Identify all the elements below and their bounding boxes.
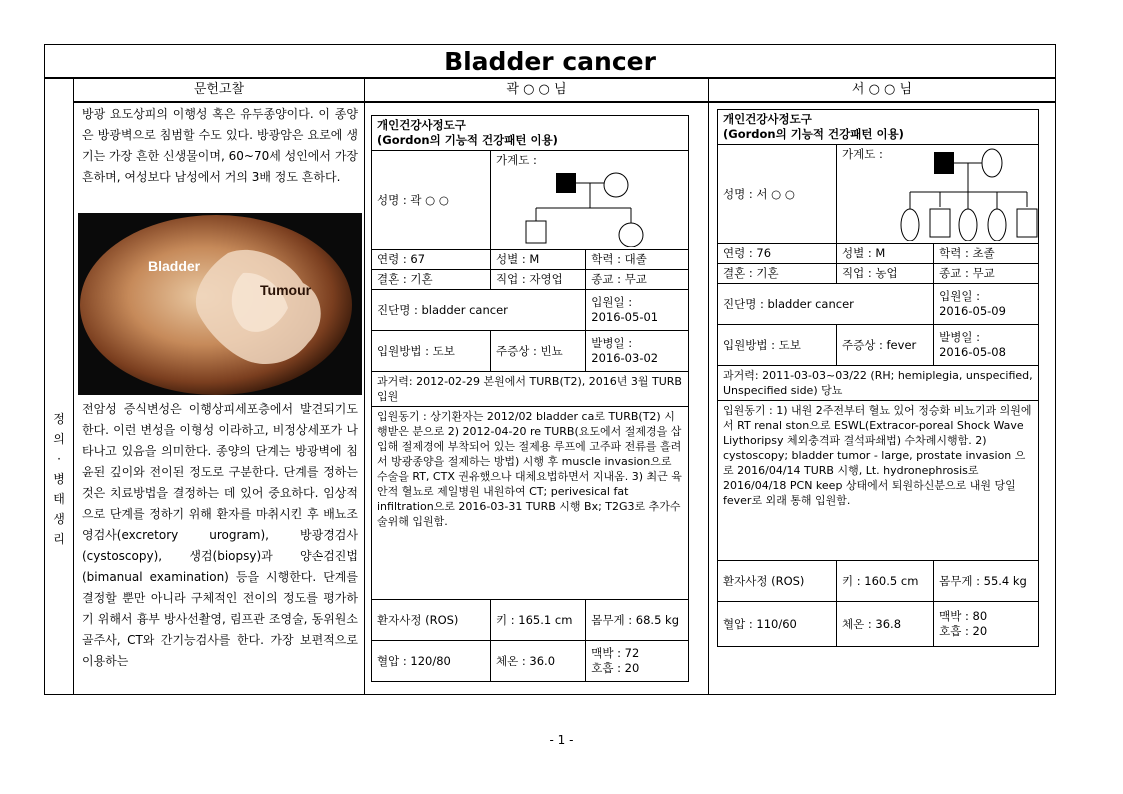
patient1-box-header	[372, 116, 689, 151]
patient2-admit-method: 입원방법 : 도보	[718, 325, 837, 366]
literature-column	[73, 102, 365, 695]
patient1-ros: 환자사정 (ROS)	[372, 600, 491, 641]
side-label-column	[44, 78, 74, 695]
patient1-marriage: 결혼 : 기혼	[372, 270, 491, 290]
patient1-motive: 입원동기 : 상기환자는 2012/02 bladder ca로 TURB(T2) 시행받은 분으로 2) 2012-04-20 re TURB(요도에서 절제경을 삽입해 절제경에 부착되어 있는 절제용 루프에 고주파 전류를 흘려서 방광종양을 절제하는 방법) 시행 후 muscle invasion으로 수술을 RT, CTX 권유했으나 대체요법하면서 지내옴. 3) 최근 육안적 혈뇨로 제일병원 내원하여 CT; perivesical fat infiltration으로 2016-03-31 TURB 시행 Bx; T2G3로 추가수술위해 입원함.	[372, 407, 689, 600]
patient1-family-tree	[491, 151, 689, 250]
resp-value: 호흡 : 20	[939, 624, 988, 638]
patient1-bp: 혈압 : 120/80	[372, 641, 491, 682]
patient2-diagnosis: 진단명 : bladder cancer	[718, 284, 934, 325]
patient2-edu: 학력 : 초졸	[934, 244, 1039, 264]
patient2-name: 성명 : 서 ○ ○	[718, 145, 837, 244]
patient2-religion: 종교 : 무교	[934, 264, 1039, 284]
patient2-assessment-table	[717, 109, 1039, 647]
family-tree-label: 가계도 :	[496, 153, 537, 167]
header-patient2: 서 ○ ○ 님	[708, 78, 1056, 102]
side-label	[45, 409, 73, 549]
patient1-religion: 종교 : 무교	[586, 270, 689, 290]
patient2-pulse-resp	[934, 602, 1039, 647]
patient2-temp: 체온 : 36.8	[837, 602, 934, 647]
header-literature: 문헌고찰	[73, 78, 365, 102]
family-tree-label: 가계도 :	[842, 147, 883, 161]
admit-date-value: 2016-05-09	[939, 304, 1006, 318]
patient2-motive: 입원동기 : 1) 내원 2주전부터 혈뇨 있어 정승화 비뇨기과 의원에서 RT renal ston으로 ESWL(Extracor-poreal Shock Wave Liythoripsy 체외충격파 결석파쇄법) 수차례시행함. 2) cystoscopy; bladder tumor - large, prostate invasion 으로 2016/04/14 TURB 시행, Lt. hydronephrosis로 2016/04/18 PCN keep 상태에서 퇴원하신분으로 내원 당일 fever로 외래 통해 입원함.	[718, 401, 1039, 561]
side-char: 태	[53, 492, 65, 506]
literature-body: 전암성 증식변성은 이행상피세포층에서 발견되기도 한다. 이런 변성을 이형성 이라하고, 비정상세포가 나타나고 있음을 의미한다. 종양의 단계는 방광벽에 침윤된 깊이와 전이된 정도로 구분한다. 단계를 정하는 것은 치료방법을 결정하는 데 있어 중요하다. 임상적으로 단계를 정하기 위해 환자를 마취시킨 후 배뇨조영검사(excretory urogram), 방광경검사(cystoscopy), 생검(biopsy)과 양손검진법(bimanual examination) 등을 시행한다. 단계를 결정할 뿐만 아니라 구체적인 전이의 정도를 평가하기 위해서 흉부 방사선촬영, 림프관 조영술, 동위원소 골주사, CT와 간기능검사를 한다. 가장 보편적으로 이용하는	[82, 402, 358, 668]
patient2-chief-complaint: 주증상 : fever	[837, 325, 934, 366]
bladder-tumour-image	[78, 213, 362, 395]
patient1-height: 키 : 165.1 cm	[491, 600, 586, 641]
patient2-column	[708, 102, 1056, 695]
patient2-bp: 혈압 : 110/60	[718, 602, 837, 647]
literature-intro: 방광 요도상피의 이행성 혹은 유두종양이다. 이 종양은 방광벽으로 침범할 수도 있다. 방광암은 요로에 생기는 가장 흔한 신생물이며, 60~70세 성인에서 가장 흔하며, 여성보다 남성에서 거의 3배 정도 흔하다.	[82, 107, 358, 184]
box-title: 개인건강사정도구	[723, 112, 812, 126]
patient2-ros: 환자사정 (ROS)	[718, 561, 837, 602]
photo-label-tumour: Tumour	[260, 282, 312, 298]
patient1-job: 직업 : 자영업	[491, 270, 586, 290]
pulse-value: 맥박 : 80	[939, 609, 988, 623]
genogram-icon	[496, 153, 696, 247]
photo-label-bladder: Bladder	[148, 258, 201, 274]
patient1-age: 연령 : 67	[372, 250, 491, 270]
patient1-admit-method: 입원방법 : 도보	[372, 331, 491, 372]
patient2-height: 키 : 160.5 cm	[837, 561, 934, 602]
onset-value: 2016-03-02	[591, 351, 659, 365]
patient1-pulse-resp	[586, 641, 689, 682]
patient1-weight: 몸무게 : 68.5 kg	[586, 600, 689, 641]
patient1-history: 과거력: 2012-02-29 본원에서 TURB(T2), 2016년 3월 TURB입원	[372, 372, 689, 407]
box-subtitle: (Gordon의 기능적 건강패턴 이용)	[723, 127, 904, 141]
patient1-name: 성명 : 곽 ○ ○	[372, 151, 491, 250]
side-char: 병	[53, 472, 65, 486]
patient2-weight: 몸무게 : 55.4 kg	[934, 561, 1039, 602]
patient1-sex: 성별 : M	[491, 250, 586, 270]
patient2-age: 연령 : 76	[718, 244, 837, 264]
side-char: ·	[57, 452, 61, 466]
patient2-sex: 성별 : M	[837, 244, 934, 264]
patient2-onset	[934, 325, 1039, 366]
admit-date-value: 2016-05-01	[591, 310, 659, 324]
patient2-admit-date	[934, 284, 1039, 325]
resp-value: 호흡 : 20	[591, 661, 640, 675]
patient2-family-tree	[837, 145, 1039, 244]
patient1-onset	[586, 331, 689, 372]
cystoscopy-photo	[78, 213, 362, 395]
onset-label: 발병일 :	[939, 330, 980, 344]
document-title: Bladder cancer	[44, 44, 1056, 78]
side-char: 정	[53, 412, 65, 426]
patient2-box-header	[718, 110, 1039, 145]
patient2-marriage: 결혼 : 기혼	[718, 264, 837, 284]
patient1-assessment-table	[371, 115, 689, 682]
admit-date-label: 입원일 :	[939, 289, 980, 303]
patient1-edu: 학력 : 대졸	[586, 250, 689, 270]
patient1-admit-date	[586, 290, 689, 331]
side-char: 생	[53, 512, 65, 526]
header-patient1: 곽 ○ ○ 님	[364, 78, 709, 102]
pulse-value: 맥박 : 72	[591, 646, 640, 660]
patient2-job: 직업 : 농업	[837, 264, 934, 284]
patient1-chief-complaint: 주증상 : 빈뇨	[491, 331, 586, 372]
patient1-diagnosis: 진단명 : bladder cancer	[372, 290, 586, 331]
side-char: 의	[53, 432, 65, 446]
onset-label: 발병일 :	[591, 336, 633, 350]
onset-value: 2016-05-08	[939, 345, 1006, 359]
patient2-history: 과거력: 2011-03-03~03/22 (RH; hemiplegia, unspecified, Unspecified side) 당뇨	[718, 366, 1039, 401]
page-number: - 1 -	[549, 733, 574, 747]
box-title: 개인건강사정도구	[377, 118, 466, 132]
patient1-temp: 체온 : 36.0	[491, 641, 586, 682]
genogram-icon	[842, 147, 1052, 241]
box-subtitle: (Gordon의 기능적 건강패턴 이용)	[377, 133, 558, 147]
patient1-column	[364, 102, 709, 695]
admit-date-label: 입원일 :	[591, 295, 633, 309]
side-char: 리	[53, 532, 65, 546]
